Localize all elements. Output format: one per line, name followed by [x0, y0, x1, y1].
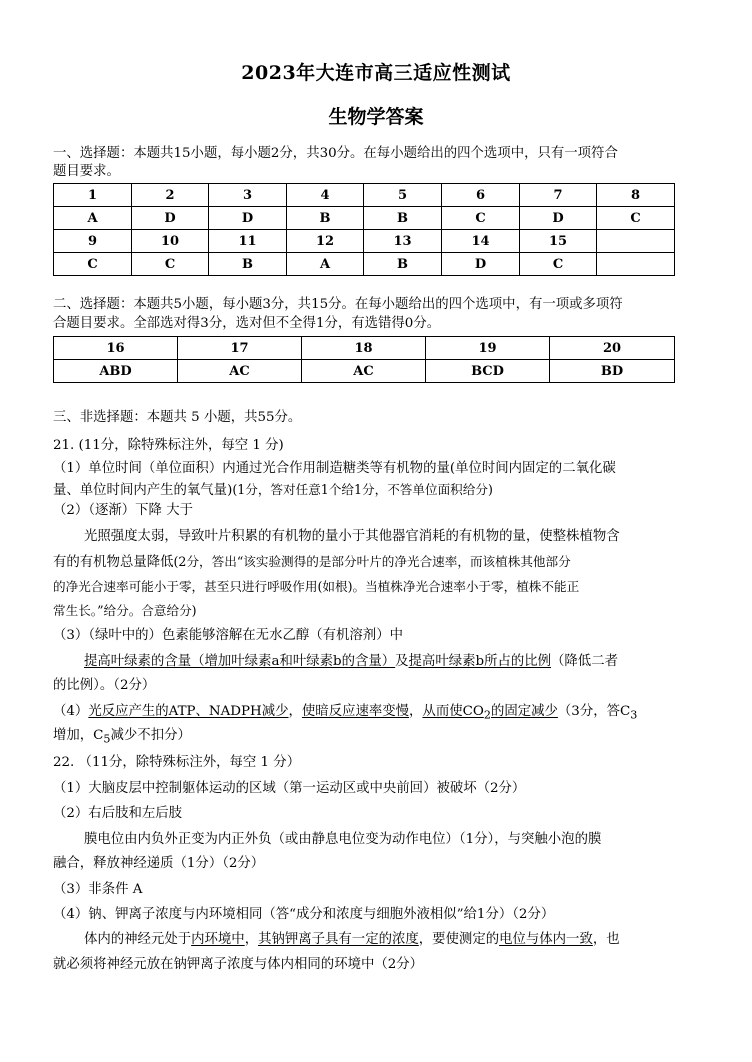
s2-table-row [54, 337, 675, 360]
section2-answer-table [53, 336, 675, 383]
s2-table-answer-cell: BD [550, 360, 675, 383]
q21-part2-explain-note: (2分，答出“该实验测得的是部分叶片的净光合速率，而该植株其他部分 [173, 554, 571, 569]
q21-part4-note-end: 减少不扣分） [110, 728, 191, 743]
s1-table-answer-cell: B [287, 207, 364, 230]
q21-part3-key-point-1: 提高叶绿素的含量（增加叶绿素a和叶绿素b的含量） [84, 654, 396, 669]
s2-table-question-number: 17 [178, 337, 302, 360]
s2-table-row [54, 360, 675, 383]
q21-part2-explain-line2 [53, 551, 703, 573]
s1-table-question-number: 12 [287, 230, 364, 253]
q21-part4-label: （4） [53, 704, 89, 719]
q21-part4-key-point-3 [422, 704, 558, 722]
q21-part3-connector: 及 [395, 654, 409, 669]
s1-table-question-number: 8 [597, 184, 675, 207]
q22-part4: （4）钠、钾离子浓度与内环境相同（答“成分和浓度与细胞外液相似”给1分）（2分） [53, 907, 555, 922]
q22-part4-key-point-2: 其钠钾离子具有一定的浓度 [258, 932, 419, 947]
q21-part4-co2-subscript: 2 [483, 708, 491, 722]
q21-part3: （3）（绿叶中的）色素能够溶解在无水乙醇（有机溶剂）中 [53, 628, 403, 643]
s1-table-question-number: 15 [520, 230, 597, 253]
q22-part4-explain-line1 [84, 929, 734, 950]
section2-instructions-line2: 合题目要求。全部选对得3分，选对但不全得1分，有选错得0分。 [53, 316, 441, 331]
s1-table-answer-cell: B [209, 253, 287, 276]
q21-part4-fixation-text: 的固定减少 [490, 704, 558, 719]
q21-part2-explain-line3: 的净光合速率可能小于零，甚至只进行呼吸作用(如根)。当植株净光合速率小于零，植株不能正 [53, 579, 580, 594]
q21-part3-key-point-2: 提高叶绿素b所占的比例 [408, 654, 552, 669]
q22-header: 22. （11分，除特殊标注外，每空 1 分） [53, 755, 301, 770]
s1-table-answer-cell [597, 253, 675, 276]
s1-table-question-number [597, 230, 675, 253]
s1-table-question-number: 1 [54, 184, 132, 207]
s1-table-question-number: 14 [442, 230, 520, 253]
q22-part4-key-point-1: 内环境中 [191, 932, 245, 947]
s2-table-answer-cell: AC [178, 360, 302, 383]
section1-instructions-line2: 题目要求。 [53, 164, 120, 179]
s1-table-answer-cell: D [520, 207, 597, 230]
s2-table-answer-cell: AC [302, 360, 426, 383]
q21-part3-answer-line2: 的比例）。（2分） [53, 678, 156, 693]
q21-part4-key-point-1: 光反应产生的ATP、NADPH减少 [88, 704, 289, 719]
s1-table-answer-cell: C [132, 253, 209, 276]
s2-table-question-number: 20 [550, 337, 675, 360]
s2-table-question-number: 18 [302, 337, 426, 360]
section1-answer-table [53, 183, 675, 276]
s2-table-answer-cell: ABD [54, 360, 178, 383]
q22-part2: （2）右后肢和左后肢 [53, 806, 183, 821]
s1-table-row [54, 207, 675, 230]
q21-part4-c3-subscript: 3 [630, 708, 638, 722]
q21-part3-answer-line1 [84, 651, 734, 672]
q22-part2-explain-line2: 融合，释放神经递质（1分）（2分） [53, 856, 265, 871]
q22-part4-explain-text-3: ，也 [592, 932, 620, 947]
q21-part3-alt: （降低二者 [551, 654, 618, 669]
s2-table-question-number: 16 [54, 337, 178, 360]
s1-table-question-number: 7 [520, 184, 597, 207]
q21-part4-note: （3分，答C [557, 704, 631, 719]
s1-table-answer-cell: D [442, 253, 520, 276]
q22-part2-explain-line1: 膜电位由内负外正变为内正外负（或由静息电位变为动作电位）（1分），与突触小泡的膜 [84, 832, 602, 847]
s1-table-row [54, 230, 675, 253]
s1-table-question-number: 9 [54, 230, 132, 253]
s2-table-answer-cell: BCD [426, 360, 550, 383]
s1-table-answer-cell: B [364, 253, 442, 276]
section3-heading: 三、非选择题：本题共 5 小题，共55分。 [53, 410, 302, 425]
q21-part2-explain-line4: 常生长。”给分。合意给分) [53, 603, 197, 618]
q21-part4-note-cont: 增加，C [53, 728, 104, 743]
s1-table-answer-cell: A [287, 253, 364, 276]
s1-table-row [54, 253, 675, 276]
s1-table-question-number: 5 [364, 184, 442, 207]
q21-part4-line2 [53, 725, 703, 750]
s1-table-question-number: 11 [209, 230, 287, 253]
q21-part1-note: (1分，答对任意1个给1分，不答单位面积给分) [232, 482, 493, 497]
s1-table-answer-cell: B [364, 207, 442, 230]
s1-table-row [54, 184, 675, 207]
page-title: 2023年大连市高三适应性测试 [241, 62, 511, 84]
s1-table-question-number: 13 [364, 230, 442, 253]
q21-part2-explain-line1: 光照强度太弱，导致叶片积累的有机物的量小于其他器官消耗的有机物的量，使整株植物含 [84, 529, 620, 544]
section1-instructions-line1: 一、选择题：本题共15小题，每小题2分，共30分。在每小题给出的四个选项中，只有一项符合 [53, 146, 618, 161]
q21-part4-co2-text: 从而使CO [422, 704, 484, 719]
s1-table-answer-cell: C [442, 207, 520, 230]
q22-part4-key-point-3: 电位与体内一致 [499, 932, 593, 947]
q21-part4-key-point-2: 使暗反应速率变慢 [301, 704, 410, 719]
q21-part4-c5-subscript: 5 [103, 732, 111, 746]
q21-header: 21. (11分，除特殊标注外，每空 1 分) [53, 438, 284, 453]
section2-instructions-line1: 二、选择题：本题共5小题，每小题3分，共15分。在每小题给出的四个选项中，有一项或多项符 [53, 297, 623, 312]
q22-part3: （3）非条件 A [53, 882, 143, 897]
q21-part1-line2 [53, 479, 703, 501]
s1-table-question-number: 10 [132, 230, 209, 253]
q21-part4-comma-2: ， [409, 704, 423, 719]
q22-part4-explain-text-1: 体内的神经元处于 [84, 932, 192, 947]
q21-part2: （2）（逐渐）下降 大于 [53, 503, 193, 518]
s1-table-answer-cell: C [520, 253, 597, 276]
s1-table-question-number: 4 [287, 184, 364, 207]
s2-table-question-number: 19 [426, 337, 550, 360]
page-subtitle: 生物学答案 [328, 106, 424, 128]
s1-table-answer-cell: C [597, 207, 675, 230]
q21-part4-line1 [53, 701, 703, 726]
s1-table-question-number: 2 [132, 184, 209, 207]
q22-part4-comma: ， [244, 932, 259, 947]
s1-table-answer-cell: C [54, 253, 132, 276]
q22-part1: （1）大脑皮层中控制躯体运动的区域（第一运动区或中央前回）被破坏（2分） [53, 781, 526, 796]
q22-part4-explain-text-2: ，要使测定的 [418, 932, 500, 947]
q21-part1-answer: 量、单位时间内产生的氧气量) [53, 483, 233, 498]
q21-part1-line1: （1）单位时间（单位面积）内通过光合作用制造糖类等有机物的量(单位时间内固定的二氧化碳 [53, 461, 616, 476]
s1-table-answer-cell: D [132, 207, 209, 230]
s1-table-answer-cell: D [209, 207, 287, 230]
q22-part4-explain-line2: 就必须将神经元放在钠钾离子浓度与体内相同的环境中（2分） [53, 957, 424, 972]
s1-table-question-number: 3 [209, 184, 287, 207]
s1-table-question-number: 6 [442, 184, 520, 207]
s1-table-answer-cell: A [54, 207, 132, 230]
q21-part4-comma-1: ， [288, 704, 302, 719]
q21-part2-explain-text: 有的有机物总量降低 [53, 555, 174, 570]
